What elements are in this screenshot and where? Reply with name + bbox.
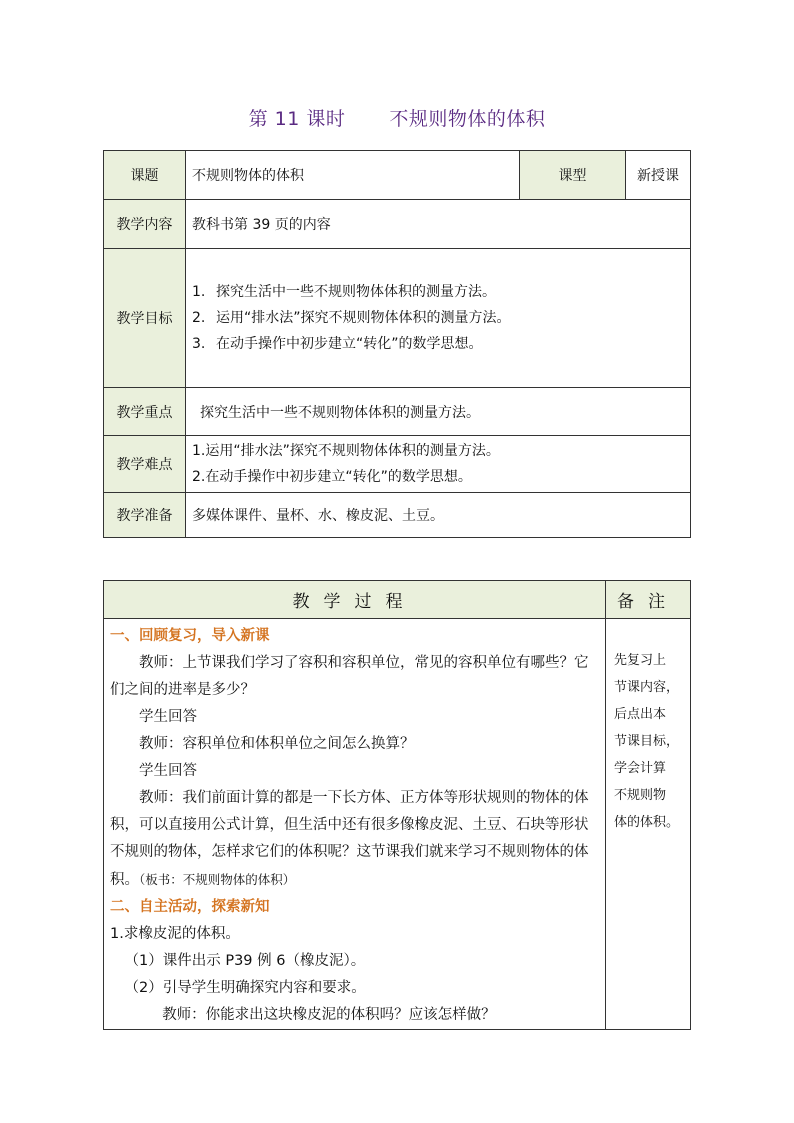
note-line: 节课内容， [614,680,680,695]
process-header: 教学过程 [104,581,606,619]
paragraph: （2）引导学生明确探究内容和要求。 [124,980,366,996]
paragraph: 学生回答 [139,763,197,779]
prep-row [104,493,691,538]
lesson-number: 第 11 课时 [248,108,346,130]
section-heading: 二、自主活动，探索新知 [110,899,270,915]
topic-label: 课题 [104,151,186,200]
key-value: 探究生活中一些不规则物体体积的测量方法。 [186,388,691,436]
note-line: 学会计算 [614,761,667,776]
paragraph: 教师：容积单位和体积单位之间怎么换算？ [139,736,415,752]
lesson-info-table [103,150,691,538]
prep-label: 教学准备 [104,493,186,538]
goals-label: 教学目标 [104,249,186,388]
key-row [104,388,691,436]
topic-value: 不规则物体的体积 [186,151,520,200]
board-note: （板书：不规则物体的体积） [139,872,296,887]
goal-item: 1. 探究生活中一些不规则物体体积的测量方法。 [192,284,496,300]
process-header-row [104,581,691,619]
teaching-process-table [103,580,691,1030]
section-heading: 一、回顾复习，导入新课 [110,628,270,644]
difficult-item: 1.运用“排水法”探究不规则物体体积的测量方法。 [192,443,500,459]
content-label: 教学内容 [104,200,186,249]
key-label: 教学重点 [104,388,186,436]
difficult-label: 教学难点 [104,436,186,493]
lesson-topic: 不规则物体的体积 [389,108,546,130]
note-line: 先复习上 [614,653,667,668]
goals-list [186,249,691,388]
topic-row [104,151,691,200]
difficult-row [104,436,691,493]
process-content [104,619,606,1030]
paragraph: （1）课件出示 P39 例 6（橡皮泥）。 [124,953,366,969]
paragraph: 1.求橡皮泥的体积。 [110,926,240,942]
prep-value: 多媒体课件、量杯、水、橡皮泥、土豆。 [186,493,691,538]
process-body-row [104,619,691,1030]
note-content [606,619,691,1030]
difficult-list [186,436,691,493]
page-title [0,104,794,131]
note-header: 备注 [606,581,691,619]
goal-item: 3. 在动手操作中初步建立“转化”的数学思想。 [192,336,483,352]
note-line: 不规则物 [614,788,667,803]
goal-item: 2. 运用“排水法”探究不规则物体体积的测量方法。 [192,310,511,326]
paragraph: 教师：上节课我们学习了容积和容积单位，常见的容积单位有哪些？它们之间的进率是多少？ [110,655,589,698]
type-label: 课型 [520,151,626,200]
content-row [104,200,691,249]
goals-row [104,249,691,388]
content-value: 教科书第 39 页的内容 [186,200,691,249]
paragraph: 学生回答 [139,709,197,725]
paragraph: 教师：你能求出这块橡皮泥的体积吗？应该怎样做？ [162,1007,496,1023]
paragraph: 教师：我们前面计算的都是一下长方体、正方体等形状规则的物体的体积，可以直接用公式计算，但生活中还有很多像橡皮泥、土豆、石块等形状不规则的物体，怎样求它们的体积呢？这节课我们就来学习不规则物体的体积。（板书：不规则物体的体积） [110,790,589,888]
type-value: 新授课 [626,151,691,200]
note-line: 节课目标， [614,734,680,749]
note-line: 后点出本 [614,707,667,722]
difficult-item: 2.在动手操作中初步建立“转化”的数学思想。 [192,469,472,485]
note-line: 体的体积。 [614,815,680,830]
